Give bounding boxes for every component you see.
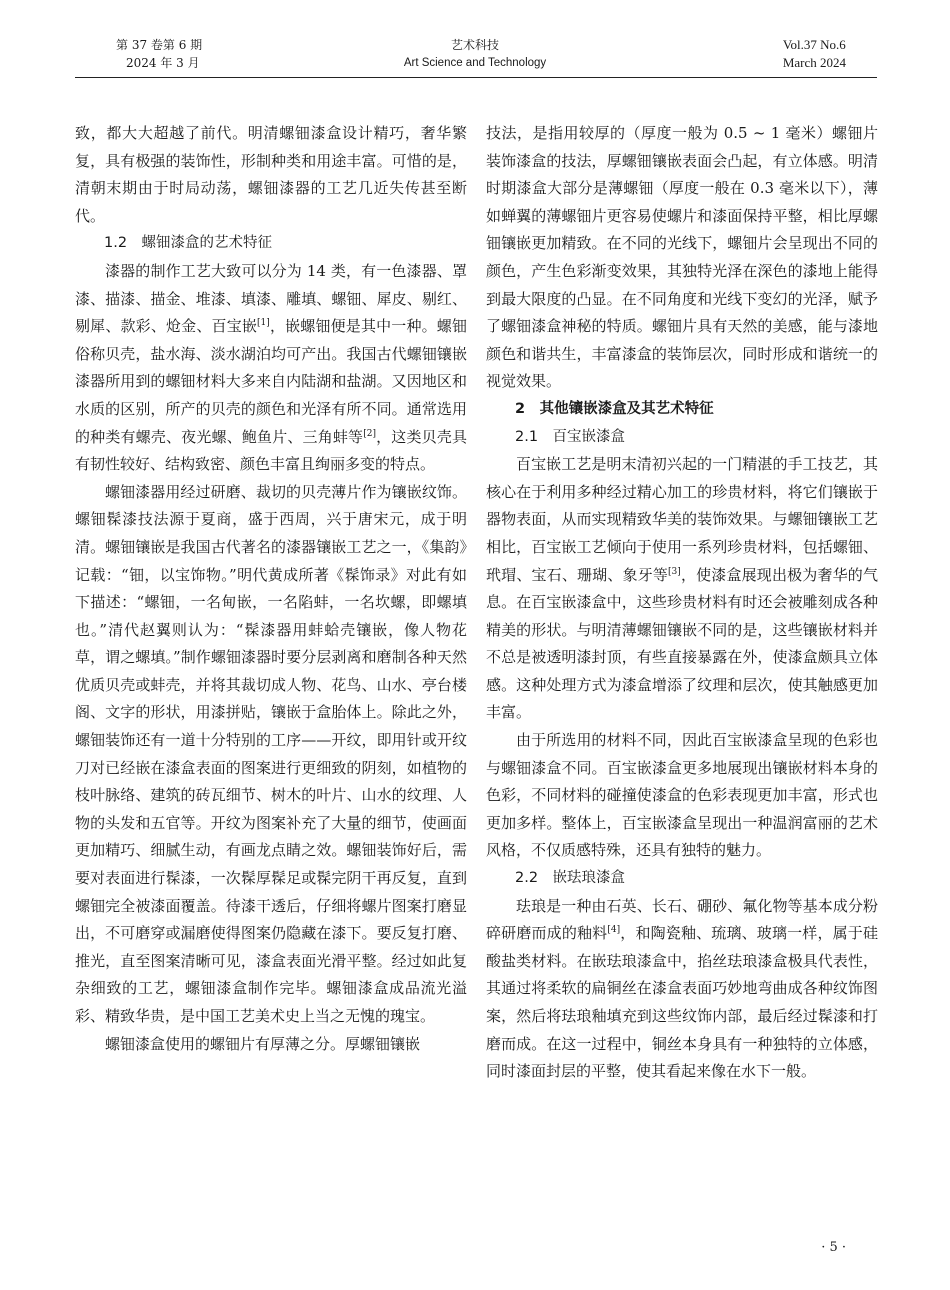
journal-title-en: Art Science and Technology (403, 57, 547, 69)
left-column (75, 120, 467, 1058)
citation[interactable]: [1] (257, 318, 270, 329)
citation[interactable]: [3] (668, 566, 681, 577)
volume-issue: 第 37 卷第 6 期 (116, 38, 203, 52)
citation[interactable]: [4] (607, 925, 621, 936)
section-heading: 2 其他镶嵌漆盒及其艺术特征 (515, 400, 714, 417)
section-heading: 2.2 嵌珐琅漆盒 (515, 870, 626, 887)
citation[interactable]: [2] (363, 428, 376, 439)
volume-issue-en: Vol.37 No.6 (782, 37, 846, 52)
paragraph: 百宝嵌工艺是明末清初兴起的一门精湛的手工技艺，其核心在于利用多种经过精心加工的珍贵材料，将它们镶嵌于器物表面，从而实现精致华美的装饰效果。与螺钿镶嵌工艺相比，百宝嵌工艺倾向于使用一系列珍贵材料，包括螺钿、玳瑁、宝石、珊瑚、象牙等[3]，使漆盒展现出极为奢华的气息。在百宝嵌漆盒中，这些珍贵材料有时还会被雕刻成各种精美的形状。与明清薄螺钿镶嵌不同的是，这些镶嵌材料并不总是被透明漆封顶，有些直接暴露在外，使漆盒颇具立体感。这种处理方式为漆盒增添了纹理和层次，使其触感更加丰富。 (486, 455, 878, 722)
journal-volume-info-en (783, 36, 846, 72)
section-heading: 2.1 百宝嵌漆盒 (515, 428, 626, 445)
page-number: · 5 · (821, 1240, 846, 1255)
paragraph: 螺钿漆盒使用的螺钿片有厚薄之分。厚螺钿镶嵌 (105, 1034, 421, 1053)
paragraph: 螺钿漆器用经过研磨、裁切的贝壳薄片作为镶嵌纹饰。螺钿髹漆技法源于夏商，盛于西周，兴于唐宋元，成于明清。螺钿镶嵌是我国古代著名的漆器镶嵌工艺之一，《集韵》记载：“钿，以宝饰物。”明代黄成所著《髹饰录》对此有如下描述：“螺钿，一名甸嵌，一名陷蚌，一名坎螺，即螺填也。”清代赵翼则认为：“髹漆器用蚌蛤壳镶嵌，像人物花草，谓之螺填。”制作螺钿漆器时要分层剥离和磨制各种天然优质贝壳或蚌壳，并将其裁切成人物、花鸟、山水、亭台楼阁、文字的形状，用漆拼贴，镶嵌于盒胎体上。除此之外，螺钿装饰还有一道十分特别的工序——开纹，即用针或开纹刀对已经嵌在漆盒表面的图案进行更细致的阴刻，如植物的枝叶脉络、建筑的砖瓦细节、树木的叶片、山水的纹理、人物的头发和五官等。开纹为图案补充了大量的细节，使画面更加精巧、细腻生动，有画龙点睛之效。螺钿装饰好后，需要对表面进行髹漆，一次髹厚髹足或髹完阴干再反复，直到螺钿完全被漆面覆盖。待漆干透后，仔细将螺片图案打磨显出，不可磨穿或漏磨使得图案仍隐藏在漆下。要反复打磨、推光，直至图案清晰可见，漆盒表面光滑平整。经过如此复杂细致的工艺，螺钿漆盒制作完毕。螺钿漆盒成品流光溢彩、精致华贵，是中国工艺美术史上当之无愧的瑰宝。 (75, 482, 467, 1025)
paragraph: 致，都大大超越了前代。明清螺钿漆盒设计精巧，奢华繁复，具有极强的装饰性，形制种类和用途丰富。可惜的是，清朝末期由于时局动荡，螺钿漆器的工艺几近失传甚至断代。 (75, 124, 467, 225)
section-heading: 1.2 螺钿漆盒的艺术特征 (104, 235, 273, 252)
paragraph: 由于所选用的材料不同，因此百宝嵌漆盒呈现的色彩也与螺钿漆盒不同。百宝嵌漆盒更多地展现出镶嵌材料本身的色彩，不同材料的碰撞使漆盒的色彩表现更加丰富，形式也更加多样。整体上，百宝嵌漆盒呈现出一种温润富丽的艺术风格，不仅质感特殊，还具有独特的魅力。 (486, 731, 878, 860)
issue-date-en: March 2024 (782, 55, 846, 70)
right-column (486, 120, 878, 1086)
paragraph: 珐琅是一种由石英、长石、硼砂、氟化物等基本成分粉碎研磨而成的釉料[4]，和陶瓷釉、琉璃、玻璃一样，属于硅酸盐类材料。在嵌珐琅漆盒中，掐丝珐琅漆盒极具代表性，其通过将柔软的扁铜丝在漆盒表面巧妙地弯曲成各种纹饰图案，然后将珐琅釉填充到这些纹饰内部，最后经过髹漆和打磨而成。在这一过程中，铜丝本身具有一种独特的立体感，同时漆面封层的平整，使其看起来像在水下一般。 (486, 896, 878, 1081)
journal-title-cn: 艺术科技 (450, 38, 499, 52)
header-rule (75, 77, 877, 78)
paragraph: 漆器的制作工艺大致可以分为 14 类，有一色漆器、罩漆、描漆、描金、堆漆、填漆、雕填、螺钿、犀皮、剔红、剔犀、款彩、炝金、百宝嵌[1]，嵌螺钿便是其中一种。螺钿俗称贝壳，盐水海、淡水湖泊均可产出。我国古代螺钿镶嵌漆器所用到的螺钿材料大多来自内陆湖和盐湖。又因地区和水质的区别，所产的贝壳的颜色和光泽有所不同。通常选用的种类有螺壳、夜光螺、鲍鱼片、三角蚌等[2]，这类贝壳具有韧性较好、结构致密、颜色丰富且绚丽多变的特点。 (75, 261, 467, 474)
issue-date-cn: 2024 年 3 月 (126, 56, 200, 70)
paragraph: 技法，是指用较厚的（厚度一般为 0.5 ~ 1 毫米）螺钿片装饰漆盒的技法，厚螺钿镶嵌表面会凸起，有立体感。明清时期漆盒大部分是薄螺钿（厚度一般在 0.3 毫米以下），薄如蝉翼的薄螺钿片更容易使螺片和漆面保持平整，相比厚螺钿镶嵌更加精致。在不同的光线下，螺钿片会呈现出不同的颜色，产生色彩渐变效果，其独特光泽在深色的漆地上能得到最大限度的凸显。在不同角度和光线下变幻的光泽，赋予了螺钿漆盒神秘的特质。螺钿片具有天然的美感，能与漆地颜色和谐共生，丰富漆盒的装饰层次，同时形成和谐统一的视觉效果。 (486, 124, 878, 391)
